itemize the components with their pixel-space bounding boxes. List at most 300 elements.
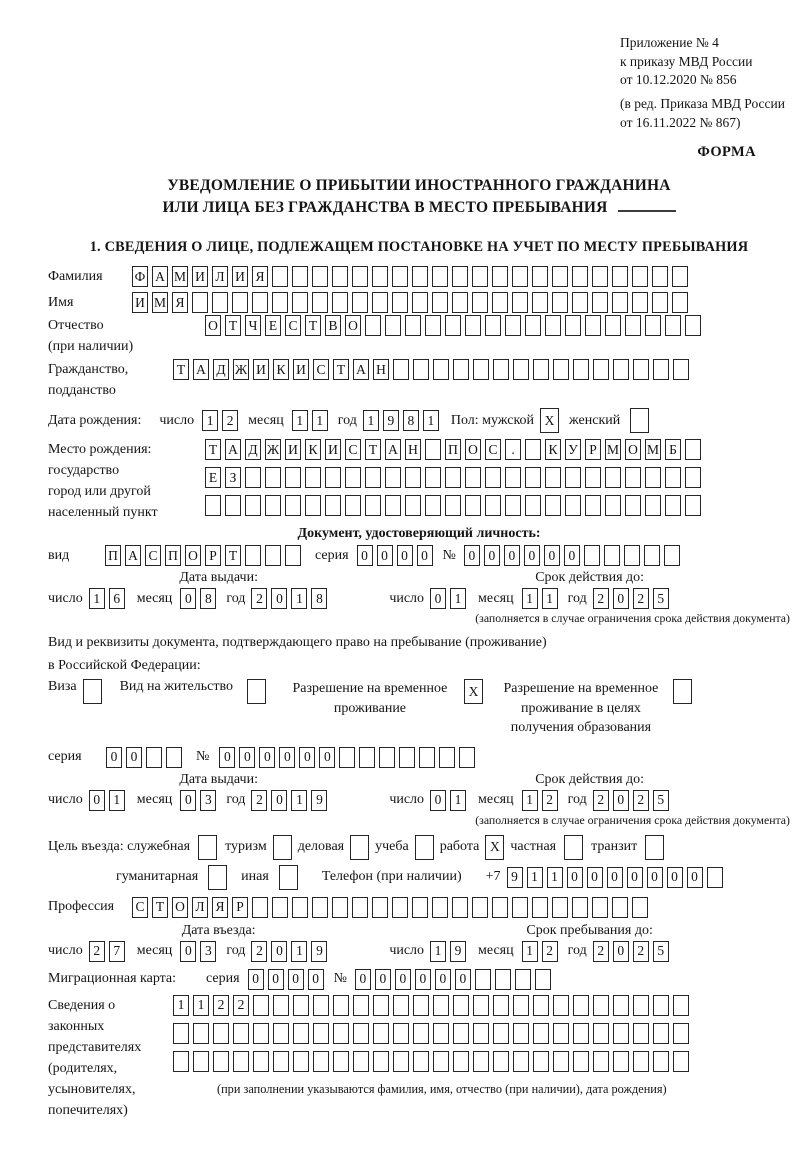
cell[interactable]: 0 bbox=[607, 867, 623, 888]
cell[interactable] bbox=[633, 995, 649, 1016]
cell[interactable]: И bbox=[285, 439, 301, 460]
cell[interactable] bbox=[432, 266, 448, 287]
cell[interactable]: Т bbox=[333, 359, 349, 380]
cell[interactable]: 0 bbox=[239, 747, 255, 768]
doc-valid-month-cells[interactable] bbox=[522, 588, 562, 609]
cell[interactable]: 9 bbox=[311, 790, 327, 811]
cell[interactable] bbox=[453, 995, 469, 1016]
cell[interactable]: 0 bbox=[248, 969, 264, 990]
cell[interactable]: 1 bbox=[202, 410, 218, 431]
cell[interactable]: Н bbox=[373, 359, 389, 380]
cell[interactable] bbox=[612, 292, 628, 313]
stay-month-cells[interactable] bbox=[522, 941, 562, 962]
cell[interactable] bbox=[373, 1051, 389, 1072]
cell[interactable] bbox=[605, 495, 621, 516]
cell[interactable] bbox=[292, 292, 308, 313]
cell[interactable]: Н bbox=[405, 439, 421, 460]
cell[interactable] bbox=[292, 266, 308, 287]
cell[interactable] bbox=[573, 1023, 589, 1044]
cell[interactable]: 0 bbox=[430, 790, 446, 811]
doc-series-cells[interactable] bbox=[357, 545, 437, 566]
cell[interactable] bbox=[565, 467, 581, 488]
cell[interactable]: 0 bbox=[564, 545, 580, 566]
cell[interactable] bbox=[413, 995, 429, 1016]
cell[interactable] bbox=[353, 1051, 369, 1072]
cell[interactable] bbox=[493, 1051, 509, 1072]
cell[interactable]: 0 bbox=[687, 867, 703, 888]
cell[interactable] bbox=[665, 467, 681, 488]
cell[interactable] bbox=[352, 897, 368, 918]
cell[interactable] bbox=[472, 292, 488, 313]
cell[interactable]: Б bbox=[665, 439, 681, 460]
cell[interactable] bbox=[425, 495, 441, 516]
cell[interactable] bbox=[285, 495, 301, 516]
cell[interactable] bbox=[83, 679, 102, 704]
cell[interactable] bbox=[513, 1023, 529, 1044]
permit-issue-day-cells[interactable] bbox=[89, 790, 129, 811]
cell[interactable]: 0 bbox=[180, 588, 196, 609]
cell[interactable] bbox=[352, 292, 368, 313]
cell[interactable]: О bbox=[465, 439, 481, 460]
cell[interactable] bbox=[572, 266, 588, 287]
cell[interactable]: А bbox=[353, 359, 369, 380]
cell[interactable]: 0 bbox=[613, 941, 629, 962]
cell[interactable] bbox=[593, 359, 609, 380]
cell[interactable]: . bbox=[505, 439, 521, 460]
cell[interactable] bbox=[492, 266, 508, 287]
doc-issue-year-cells[interactable] bbox=[251, 588, 331, 609]
cell[interactable] bbox=[392, 266, 408, 287]
cell[interactable] bbox=[345, 467, 361, 488]
cell[interactable] bbox=[285, 545, 301, 566]
cell[interactable]: 0 bbox=[455, 969, 471, 990]
cell[interactable] bbox=[485, 495, 501, 516]
cell[interactable] bbox=[593, 995, 609, 1016]
cell[interactable] bbox=[373, 995, 389, 1016]
cell[interactable]: 2 bbox=[633, 588, 649, 609]
sex-female-checkbox[interactable] bbox=[630, 408, 649, 433]
cell[interactable]: 0 bbox=[417, 545, 433, 566]
permit-valid-year-cells[interactable] bbox=[593, 790, 673, 811]
cell[interactable] bbox=[533, 995, 549, 1016]
cell[interactable] bbox=[279, 865, 298, 890]
cell[interactable]: Е bbox=[265, 315, 281, 336]
cell[interactable]: 2 bbox=[593, 790, 609, 811]
cell[interactable] bbox=[505, 495, 521, 516]
cell[interactable] bbox=[465, 467, 481, 488]
cell[interactable] bbox=[665, 495, 681, 516]
cell[interactable]: С bbox=[132, 897, 148, 918]
citizenship-cells[interactable] bbox=[173, 359, 693, 380]
cell[interactable]: 3 bbox=[200, 941, 216, 962]
cell[interactable] bbox=[533, 359, 549, 380]
cell[interactable] bbox=[272, 266, 288, 287]
cell[interactable]: Р bbox=[232, 897, 248, 918]
cell[interactable] bbox=[273, 835, 292, 860]
cell[interactable] bbox=[612, 897, 628, 918]
cell[interactable]: Р bbox=[585, 439, 601, 460]
cell[interactable] bbox=[625, 315, 641, 336]
cell[interactable] bbox=[553, 359, 569, 380]
cell[interactable] bbox=[673, 359, 689, 380]
cell[interactable] bbox=[352, 266, 368, 287]
cell[interactable] bbox=[472, 897, 488, 918]
cell[interactable]: О bbox=[625, 439, 641, 460]
cell[interactable]: У bbox=[565, 439, 581, 460]
cell[interactable] bbox=[325, 467, 341, 488]
cell[interactable] bbox=[465, 495, 481, 516]
cell[interactable]: 5 bbox=[653, 790, 669, 811]
profession-cells[interactable] bbox=[132, 897, 652, 918]
cell[interactable] bbox=[245, 495, 261, 516]
cell[interactable] bbox=[272, 897, 288, 918]
cell[interactable] bbox=[495, 969, 511, 990]
cell[interactable]: 0 bbox=[219, 747, 235, 768]
cell[interactable]: 1 bbox=[450, 790, 466, 811]
cell[interactable]: Л bbox=[212, 266, 228, 287]
doc-number-cells[interactable] bbox=[464, 545, 684, 566]
cell[interactable] bbox=[419, 747, 435, 768]
cell[interactable] bbox=[613, 995, 629, 1016]
cell[interactable] bbox=[585, 315, 601, 336]
cell[interactable]: 9 bbox=[507, 867, 523, 888]
cell[interactable] bbox=[379, 747, 395, 768]
cell[interactable]: 0 bbox=[464, 545, 480, 566]
cell[interactable] bbox=[525, 315, 541, 336]
doc-issue-month-cells[interactable] bbox=[180, 588, 220, 609]
purpose-gumanitarnaya-checkbox[interactable] bbox=[208, 865, 227, 890]
cell[interactable]: 0 bbox=[397, 545, 413, 566]
permit-issue-year-cells[interactable] bbox=[251, 790, 331, 811]
cell[interactable] bbox=[192, 292, 208, 313]
cell[interactable]: А bbox=[193, 359, 209, 380]
permit-number-cells[interactable] bbox=[219, 747, 479, 768]
cell[interactable]: 0 bbox=[435, 969, 451, 990]
cell[interactable]: 0 bbox=[319, 747, 335, 768]
cell[interactable]: 7 bbox=[109, 941, 125, 962]
cell[interactable]: 0 bbox=[613, 790, 629, 811]
residence-permit-checkbox[interactable] bbox=[247, 679, 266, 704]
cell[interactable] bbox=[492, 292, 508, 313]
cell[interactable]: М bbox=[645, 439, 661, 460]
cell[interactable]: К bbox=[273, 359, 289, 380]
cell[interactable]: Т bbox=[365, 439, 381, 460]
cell[interactable] bbox=[412, 266, 428, 287]
cell[interactable] bbox=[453, 359, 469, 380]
cell[interactable] bbox=[512, 897, 528, 918]
cell[interactable]: 0 bbox=[279, 747, 295, 768]
cell[interactable] bbox=[313, 1051, 329, 1072]
cell[interactable] bbox=[545, 467, 561, 488]
doc-type-cells[interactable] bbox=[105, 545, 305, 566]
cell[interactable]: 1 bbox=[527, 867, 543, 888]
cell[interactable] bbox=[312, 292, 328, 313]
cell[interactable]: 0 bbox=[484, 545, 500, 566]
cell[interactable]: З bbox=[225, 467, 241, 488]
cell[interactable]: 0 bbox=[415, 969, 431, 990]
cell[interactable]: С bbox=[145, 545, 161, 566]
cell[interactable]: 0 bbox=[271, 790, 287, 811]
cell[interactable] bbox=[632, 266, 648, 287]
cell[interactable] bbox=[604, 545, 620, 566]
cell[interactable] bbox=[445, 467, 461, 488]
cell[interactable] bbox=[453, 1023, 469, 1044]
cell[interactable] bbox=[592, 266, 608, 287]
cell[interactable]: 2 bbox=[593, 588, 609, 609]
cell[interactable] bbox=[473, 1051, 489, 1072]
cell[interactable] bbox=[652, 292, 668, 313]
cell[interactable] bbox=[565, 315, 581, 336]
cell[interactable] bbox=[452, 897, 468, 918]
permit-valid-month-cells[interactable] bbox=[522, 790, 562, 811]
cell[interactable] bbox=[645, 467, 661, 488]
cell[interactable] bbox=[405, 315, 421, 336]
cell[interactable]: 0 bbox=[288, 969, 304, 990]
cell[interactable]: 0 bbox=[180, 941, 196, 962]
cell[interactable] bbox=[333, 995, 349, 1016]
cell[interactable] bbox=[553, 995, 569, 1016]
purpose-rabota-checkbox[interactable] bbox=[485, 835, 504, 860]
cell[interactable]: О bbox=[205, 315, 221, 336]
cell[interactable]: Ч bbox=[245, 315, 261, 336]
cell[interactable]: 2 bbox=[542, 790, 558, 811]
cell[interactable] bbox=[412, 292, 428, 313]
cell[interactable] bbox=[253, 1023, 269, 1044]
cell[interactable]: 0 bbox=[126, 747, 142, 768]
cell[interactable] bbox=[644, 545, 660, 566]
migration-series-cells[interactable] bbox=[248, 969, 328, 990]
cell[interactable] bbox=[245, 467, 261, 488]
cell[interactable] bbox=[633, 1051, 649, 1072]
patronymic-cells[interactable] bbox=[205, 315, 705, 336]
cell[interactable]: 1 bbox=[522, 790, 538, 811]
cell[interactable] bbox=[673, 1023, 689, 1044]
cell[interactable]: И bbox=[232, 266, 248, 287]
cell[interactable] bbox=[593, 1051, 609, 1072]
temp-residence-edu-checkbox[interactable] bbox=[673, 679, 692, 704]
cell[interactable] bbox=[332, 897, 348, 918]
purpose-ucheba-checkbox[interactable] bbox=[415, 835, 434, 860]
cell[interactable] bbox=[485, 467, 501, 488]
cell[interactable] bbox=[345, 495, 361, 516]
cell[interactable] bbox=[475, 969, 491, 990]
cell[interactable] bbox=[393, 359, 409, 380]
cell[interactable] bbox=[512, 266, 528, 287]
birth-year-cells[interactable] bbox=[363, 410, 443, 431]
cell[interactable] bbox=[525, 495, 541, 516]
cell[interactable] bbox=[393, 1023, 409, 1044]
birth-place-row1-cells[interactable] bbox=[205, 439, 705, 460]
cell[interactable] bbox=[672, 292, 688, 313]
cell[interactable]: 0 bbox=[180, 790, 196, 811]
cell[interactable] bbox=[653, 1051, 669, 1072]
cell[interactable] bbox=[232, 292, 248, 313]
cell[interactable]: С bbox=[313, 359, 329, 380]
cell[interactable] bbox=[332, 292, 348, 313]
cell[interactable]: Я bbox=[172, 292, 188, 313]
birth-place-row3-cells[interactable] bbox=[205, 495, 705, 516]
cell[interactable] bbox=[350, 835, 369, 860]
cell[interactable]: Т bbox=[225, 545, 241, 566]
cell[interactable]: И bbox=[132, 292, 148, 313]
cell[interactable]: 0 bbox=[375, 969, 391, 990]
representatives-row3-cells[interactable] bbox=[173, 1051, 693, 1072]
cell[interactable] bbox=[333, 1051, 349, 1072]
cell[interactable] bbox=[564, 835, 583, 860]
cell[interactable] bbox=[552, 897, 568, 918]
cell[interactable] bbox=[512, 292, 528, 313]
cell[interactable]: 2 bbox=[593, 941, 609, 962]
cell[interactable] bbox=[533, 1051, 549, 1072]
cell[interactable]: К bbox=[545, 439, 561, 460]
cell[interactable] bbox=[339, 747, 355, 768]
cell[interactable] bbox=[552, 266, 568, 287]
cell[interactable]: Е bbox=[205, 467, 221, 488]
cell[interactable] bbox=[532, 292, 548, 313]
cell[interactable] bbox=[525, 467, 541, 488]
cell[interactable]: 0 bbox=[259, 747, 275, 768]
cell[interactable] bbox=[612, 266, 628, 287]
cell[interactable]: М bbox=[152, 292, 168, 313]
cell[interactable] bbox=[605, 315, 621, 336]
cell[interactable] bbox=[707, 867, 723, 888]
cell[interactable] bbox=[312, 266, 328, 287]
cell[interactable]: О bbox=[185, 545, 201, 566]
cell[interactable]: И bbox=[325, 439, 341, 460]
cell[interactable] bbox=[624, 545, 640, 566]
cell[interactable]: 1 bbox=[312, 410, 328, 431]
entry-month-cells[interactable] bbox=[180, 941, 220, 962]
cell[interactable]: О bbox=[345, 315, 361, 336]
cell[interactable] bbox=[305, 495, 321, 516]
cell[interactable] bbox=[533, 1023, 549, 1044]
cell[interactable]: X bbox=[464, 679, 483, 704]
cell[interactable] bbox=[253, 995, 269, 1016]
cell[interactable] bbox=[293, 995, 309, 1016]
cell[interactable] bbox=[685, 467, 701, 488]
cell[interactable]: Л bbox=[192, 897, 208, 918]
cell[interactable]: 0 bbox=[544, 545, 560, 566]
cell[interactable] bbox=[552, 292, 568, 313]
birth-day-cells[interactable] bbox=[202, 410, 242, 431]
cell[interactable] bbox=[292, 897, 308, 918]
cell[interactable] bbox=[565, 495, 581, 516]
cell[interactable]: 8 bbox=[403, 410, 419, 431]
cell[interactable] bbox=[493, 1023, 509, 1044]
cell[interactable]: 0 bbox=[613, 588, 629, 609]
cell[interactable] bbox=[433, 1023, 449, 1044]
cell[interactable]: 0 bbox=[627, 867, 643, 888]
cell[interactable]: Д bbox=[245, 439, 261, 460]
cell[interactable] bbox=[473, 359, 489, 380]
cell[interactable] bbox=[584, 545, 600, 566]
cell[interactable] bbox=[305, 467, 321, 488]
cell[interactable]: 0 bbox=[524, 545, 540, 566]
cell[interactable] bbox=[592, 292, 608, 313]
cell[interactable]: 1 bbox=[542, 588, 558, 609]
cell[interactable] bbox=[293, 1023, 309, 1044]
cell[interactable] bbox=[525, 439, 541, 460]
cell[interactable] bbox=[385, 467, 401, 488]
cell[interactable] bbox=[653, 1023, 669, 1044]
cell[interactable]: А bbox=[225, 439, 241, 460]
cell[interactable] bbox=[685, 495, 701, 516]
purpose-delovaya-checkbox[interactable] bbox=[350, 835, 369, 860]
cell[interactable] bbox=[505, 315, 521, 336]
cell[interactable]: Ж bbox=[233, 359, 249, 380]
cell[interactable] bbox=[452, 266, 468, 287]
cell[interactable]: 1 bbox=[109, 790, 125, 811]
cell[interactable] bbox=[212, 292, 228, 313]
cell[interactable]: 2 bbox=[251, 941, 267, 962]
cell[interactable] bbox=[532, 897, 548, 918]
cell[interactable]: 1 bbox=[423, 410, 439, 431]
cell[interactable] bbox=[392, 897, 408, 918]
cell[interactable]: 2 bbox=[633, 941, 649, 962]
cell[interactable] bbox=[253, 1051, 269, 1072]
cell[interactable] bbox=[492, 897, 508, 918]
cell[interactable] bbox=[252, 897, 268, 918]
cell[interactable]: Я bbox=[212, 897, 228, 918]
cell[interactable] bbox=[652, 266, 668, 287]
cell[interactable] bbox=[405, 495, 421, 516]
surname-cells[interactable] bbox=[132, 266, 692, 287]
cell[interactable] bbox=[625, 495, 641, 516]
entry-year-cells[interactable] bbox=[251, 941, 331, 962]
cell[interactable] bbox=[392, 292, 408, 313]
cell[interactable] bbox=[413, 1023, 429, 1044]
representatives-row2-cells[interactable] bbox=[173, 1023, 693, 1044]
cell[interactable]: Т bbox=[225, 315, 241, 336]
cell[interactable] bbox=[633, 1023, 649, 1044]
cell[interactable] bbox=[233, 1023, 249, 1044]
cell[interactable] bbox=[225, 495, 241, 516]
cell[interactable] bbox=[645, 495, 661, 516]
cell[interactable] bbox=[685, 315, 701, 336]
cell[interactable] bbox=[432, 897, 448, 918]
cell[interactable]: 2 bbox=[222, 410, 238, 431]
cell[interactable] bbox=[632, 897, 648, 918]
cell[interactable] bbox=[333, 1023, 349, 1044]
visa-checkbox[interactable] bbox=[83, 679, 102, 704]
cell[interactable] bbox=[613, 359, 629, 380]
cell[interactable] bbox=[432, 292, 448, 313]
cell[interactable]: 8 bbox=[200, 588, 216, 609]
cell[interactable]: 2 bbox=[213, 995, 229, 1016]
cell[interactable]: 9 bbox=[311, 941, 327, 962]
cell[interactable] bbox=[372, 266, 388, 287]
cell[interactable] bbox=[353, 1023, 369, 1044]
cell[interactable] bbox=[372, 897, 388, 918]
cell[interactable] bbox=[353, 995, 369, 1016]
cell[interactable]: 0 bbox=[271, 941, 287, 962]
cell[interactable]: 1 bbox=[89, 588, 105, 609]
doc-valid-day-cells[interactable] bbox=[430, 588, 470, 609]
cell[interactable] bbox=[433, 995, 449, 1016]
cell[interactable]: 1 bbox=[522, 588, 538, 609]
cell[interactable]: 0 bbox=[567, 867, 583, 888]
cell[interactable] bbox=[433, 359, 449, 380]
cell[interactable] bbox=[585, 495, 601, 516]
cell[interactable]: А bbox=[125, 545, 141, 566]
cell[interactable] bbox=[313, 1023, 329, 1044]
cell[interactable]: 0 bbox=[268, 969, 284, 990]
cell[interactable]: И bbox=[253, 359, 269, 380]
cell[interactable] bbox=[198, 835, 217, 860]
cell[interactable]: 0 bbox=[430, 588, 446, 609]
cell[interactable] bbox=[653, 359, 669, 380]
cell[interactable] bbox=[385, 315, 401, 336]
